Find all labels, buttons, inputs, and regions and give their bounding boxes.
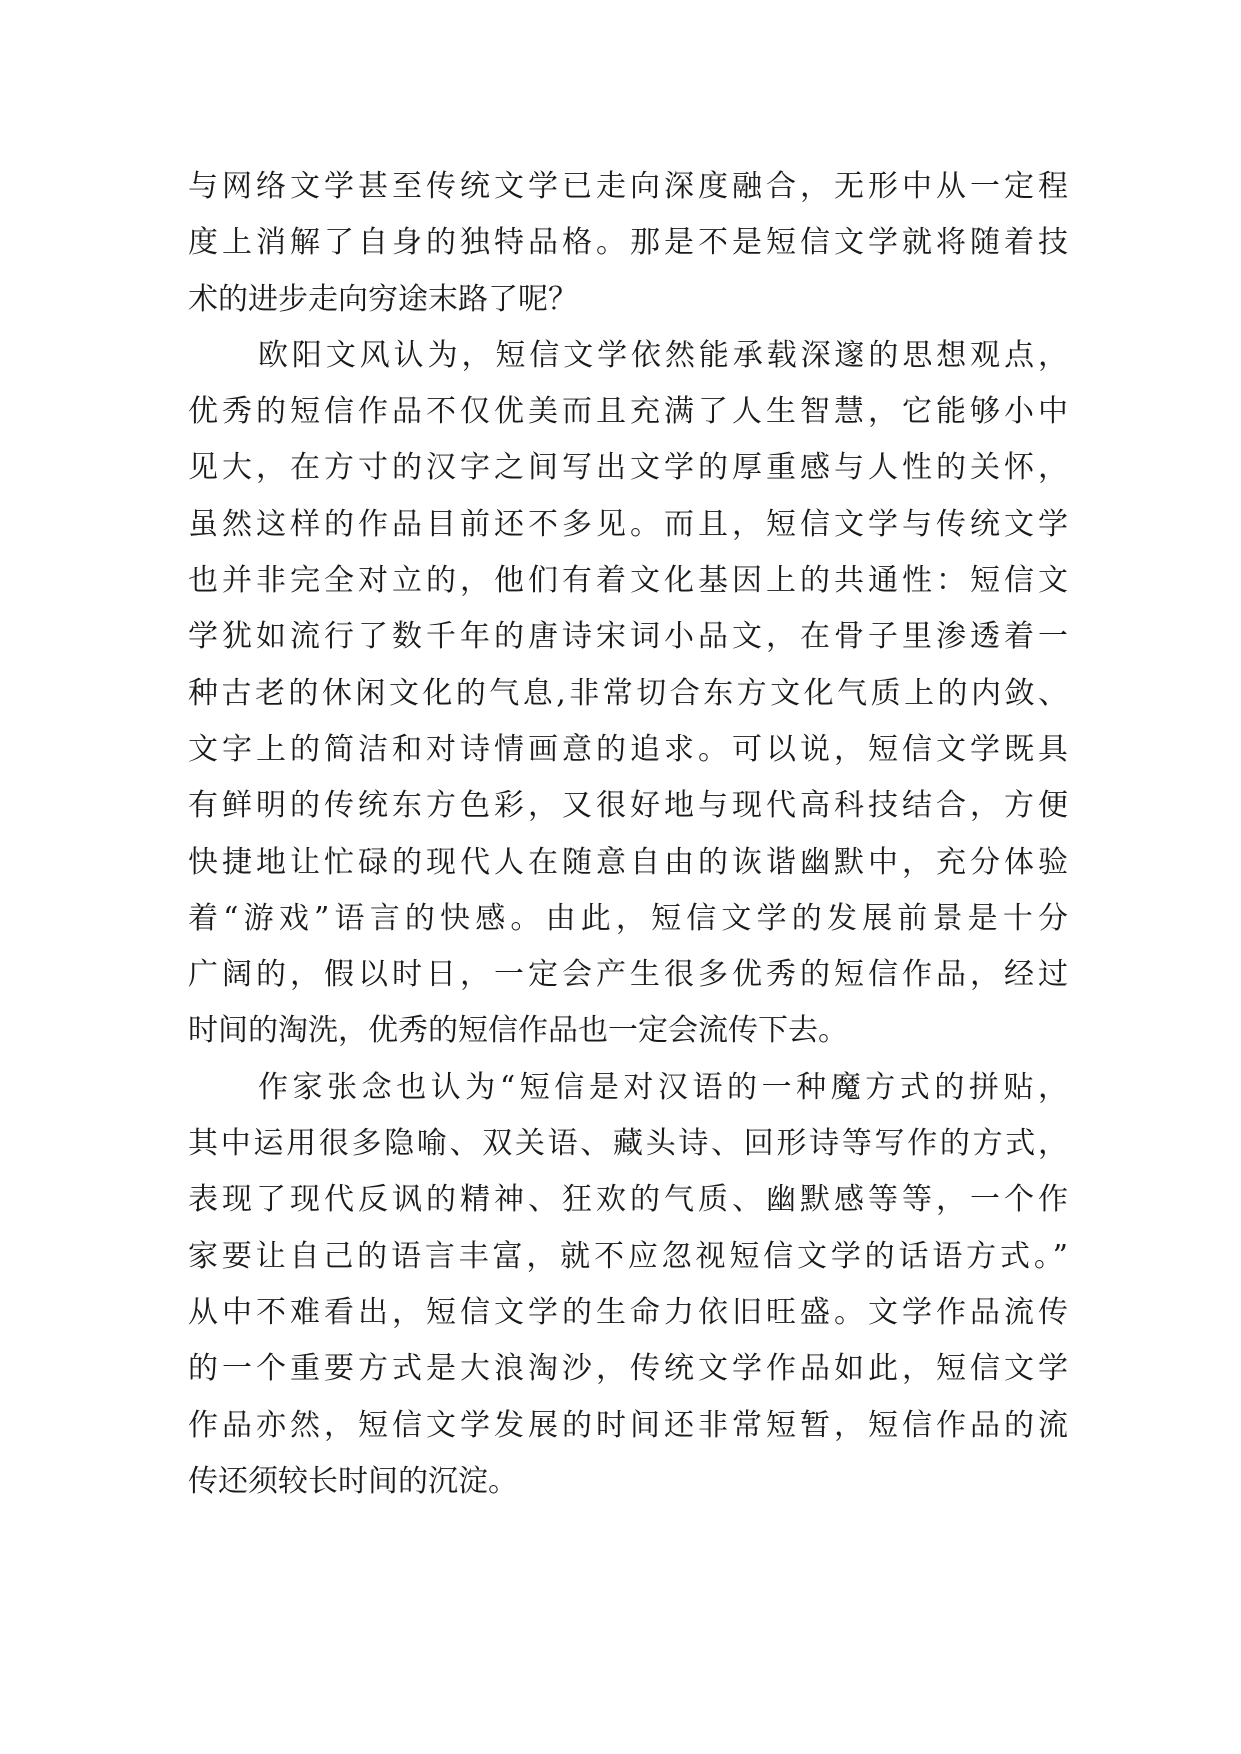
text-line: 虽然这样的作品目前还不多见。而且，短信文学与传统文学 [188, 506, 1068, 542]
text-line: 时间的淘洗，优秀的短信作品也一定会流传下去。 [188, 1013, 848, 1049]
text-line: 着“游戏”语言的快感。由此，短信文学的发展前景是十分 [188, 900, 1068, 936]
text-line: 见大，在方寸的汉字之间写出文学的厚重感与人性的关怀， [188, 450, 1068, 486]
text-line: 文字上的简洁和对诗情画意的追求。可以说，短信文学既具 [188, 731, 1068, 767]
text-line: 术的进步走向穷途末路了呢？ [188, 281, 578, 317]
text-line: 与网络文学甚至传统文学已走向深度融合，无形中从一定程 [188, 169, 1068, 204]
text-line: 广阔的，假以时日，一定会产生很多优秀的短信作品，经过 [188, 957, 1068, 993]
text-line: 快捷地让忙碌的现代人在随意自由的诙谐幽默中，充分体验 [188, 844, 1068, 880]
text-line: 家要让自己的语言丰富，就不应忽视短信文学的话语方式。” [188, 1238, 1068, 1274]
text-line: 表现了现代反讽的精神、狂欢的气质、幽默感等等，一个作 [188, 1182, 1068, 1218]
text-line: 种古老的休闲文化的气息,非常切合东方文化气质上的内敛、 [188, 675, 1068, 711]
paragraph-start-line: 欧阳文风认为，短信文学依然能承载深邃的思想观点， [258, 337, 1068, 373]
text-line: 优秀的短信作品不仅优美而且充满了人生智慧，它能够小中 [188, 394, 1068, 430]
text-line: 的一个重要方式是大浪淘沙，传统文学作品如此，短信文学 [188, 1351, 1068, 1387]
text-line: 从中不难看出，短信文学的生命力依旧旺盛。文学作品流传 [188, 1294, 1068, 1330]
paragraph-start-line: 作家张念也认为“短信是对汉语的一种魔方式的拼贴， [258, 1069, 1068, 1105]
text-line: 有鲜明的传统东方色彩，又很好地与现代高科技结合，方便 [188, 788, 1068, 824]
body-text [188, 159, 1068, 1510]
text-line: 其中运用很多隐喻、双关语、藏头诗、回形诗等写作的方式， [188, 1126, 1068, 1162]
text-line: 作品亦然，短信文学发展的时间还非常短暂，短信作品的流 [188, 1407, 1068, 1443]
text-line: 学犹如流行了数千年的唐诗宋词小品文，在骨子里渗透着一 [188, 619, 1068, 655]
text-line: 也并非完全对立的，他们有着文化基因上的共通性：短信文 [188, 563, 1068, 599]
text-line: 度上消解了自身的独特品格。那是不是短信文学就将随着技 [188, 225, 1068, 261]
text-line: 传还须较长时间的沉淀。 [188, 1463, 518, 1499]
